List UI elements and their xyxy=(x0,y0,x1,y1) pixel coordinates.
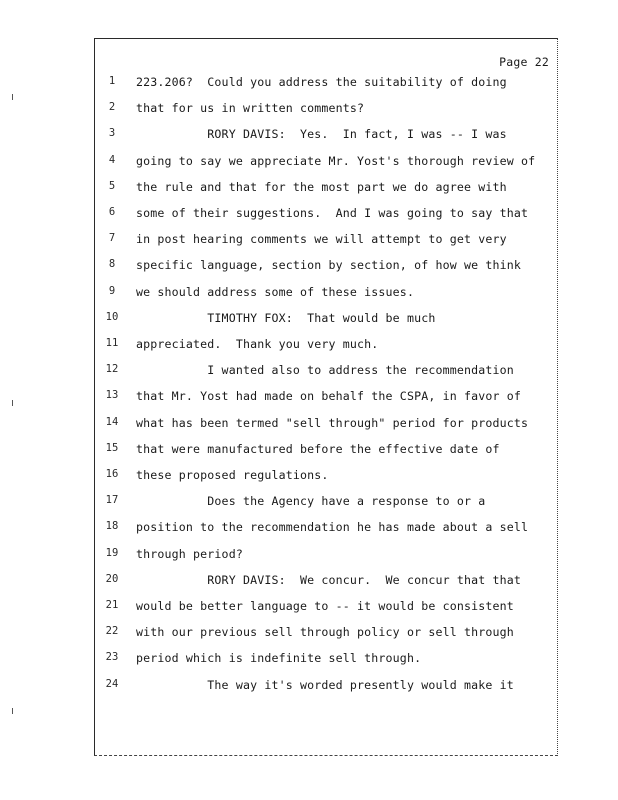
line-number: 9 xyxy=(108,284,116,297)
transcript-line xyxy=(95,389,557,409)
transcript-line xyxy=(95,258,557,278)
transcript-line xyxy=(95,468,557,488)
line-text: period which is indefinite sell through. xyxy=(136,651,422,666)
transcript-line xyxy=(95,206,557,226)
line-text: with our previous sell through policy or sell through xyxy=(136,625,514,640)
line-text: the rule and that for the most part we do agree with xyxy=(136,179,507,194)
line-number: 18 xyxy=(105,520,119,533)
line-number: 10 xyxy=(105,310,119,323)
transcript-line xyxy=(95,75,557,95)
line-text: what has been termed "sell through" period for products xyxy=(136,415,529,430)
line-text: that Mr. Yost had made on behalf the CSPA, in favor of xyxy=(136,389,522,404)
line-text: TIMOTHY FOX: That would be much xyxy=(136,310,436,325)
scan-artifact-mark xyxy=(12,708,13,714)
line-number: 1 xyxy=(108,75,116,87)
transcript-line xyxy=(95,599,557,619)
line-number: 16 xyxy=(105,468,119,480)
transcript-line xyxy=(95,547,557,567)
line-text: appreciated. Thank you very much. xyxy=(136,337,379,351)
line-number: 24 xyxy=(105,677,119,690)
line-text: 223.206? Could you address the suitability of doing xyxy=(136,75,507,89)
transcript-line xyxy=(95,520,557,540)
line-number: 8 xyxy=(108,258,116,271)
transcript-line xyxy=(95,337,557,357)
scan-artifact-mark xyxy=(12,400,13,406)
line-number: 22 xyxy=(105,625,119,638)
transcript-line xyxy=(95,285,557,305)
transcript-line xyxy=(95,573,557,593)
transcript-line xyxy=(95,678,557,698)
line-text: through period? xyxy=(136,546,243,561)
line-number: 14 xyxy=(105,415,119,428)
line-text: that were manufactured before the effective date of xyxy=(136,441,500,456)
transcript-line xyxy=(95,494,557,514)
line-number: 21 xyxy=(105,599,119,611)
transcript-line xyxy=(95,651,557,671)
transcript-line xyxy=(95,101,557,121)
line-number: 6 xyxy=(108,206,116,218)
line-text: these proposed regulations. xyxy=(136,468,329,482)
transcript-line xyxy=(95,127,557,147)
line-number: 2 xyxy=(108,101,116,114)
line-number: 17 xyxy=(105,494,119,507)
transcript-line xyxy=(95,154,557,174)
transcript-line xyxy=(95,311,557,331)
transcript-line xyxy=(95,625,557,645)
transcript-page xyxy=(94,38,558,756)
line-text: Does the Agency have a response to or a xyxy=(136,494,486,509)
transcript-line xyxy=(95,180,557,200)
line-text: specific language, section by section, of how we think xyxy=(136,258,522,273)
line-number: 4 xyxy=(108,153,116,166)
line-number: 15 xyxy=(105,441,119,454)
line-number: 13 xyxy=(105,389,119,402)
line-text: would be better language to -- it would be consistent xyxy=(136,599,514,613)
line-text: we should address some of these issues. xyxy=(136,284,415,299)
line-number: 19 xyxy=(105,546,119,559)
line-text: some of their suggestions. And I was going to say that xyxy=(136,206,529,220)
line-text: The way it's worded presently would make it xyxy=(136,677,514,692)
line-number: 12 xyxy=(105,363,119,376)
transcript-line xyxy=(95,232,557,252)
page-number: Page 22 xyxy=(499,55,549,69)
line-number: 3 xyxy=(108,127,116,140)
line-text: going to say we appreciate Mr. Yost's thorough review of xyxy=(136,153,536,168)
line-number: 5 xyxy=(108,179,116,192)
transcript-line xyxy=(95,442,557,462)
line-text: in post hearing comments we will attempt to get very xyxy=(136,232,507,247)
line-text: I wanted also to address the recommendation xyxy=(136,363,514,378)
line-number: 11 xyxy=(105,337,119,349)
line-text: that for us in written comments? xyxy=(136,101,365,116)
line-text: RORY DAVIS: We concur. We concur that that xyxy=(136,572,522,587)
line-number: 23 xyxy=(105,651,119,664)
line-number: 7 xyxy=(108,232,116,245)
line-text: position to the recommendation he has made about a sell xyxy=(136,520,529,535)
transcript-line xyxy=(95,363,557,383)
line-text: RORY DAVIS: Yes. In fact, I was -- I was xyxy=(136,127,507,142)
line-number: 20 xyxy=(105,572,119,585)
transcript-line xyxy=(95,416,557,436)
scan-artifact-mark xyxy=(12,94,13,100)
